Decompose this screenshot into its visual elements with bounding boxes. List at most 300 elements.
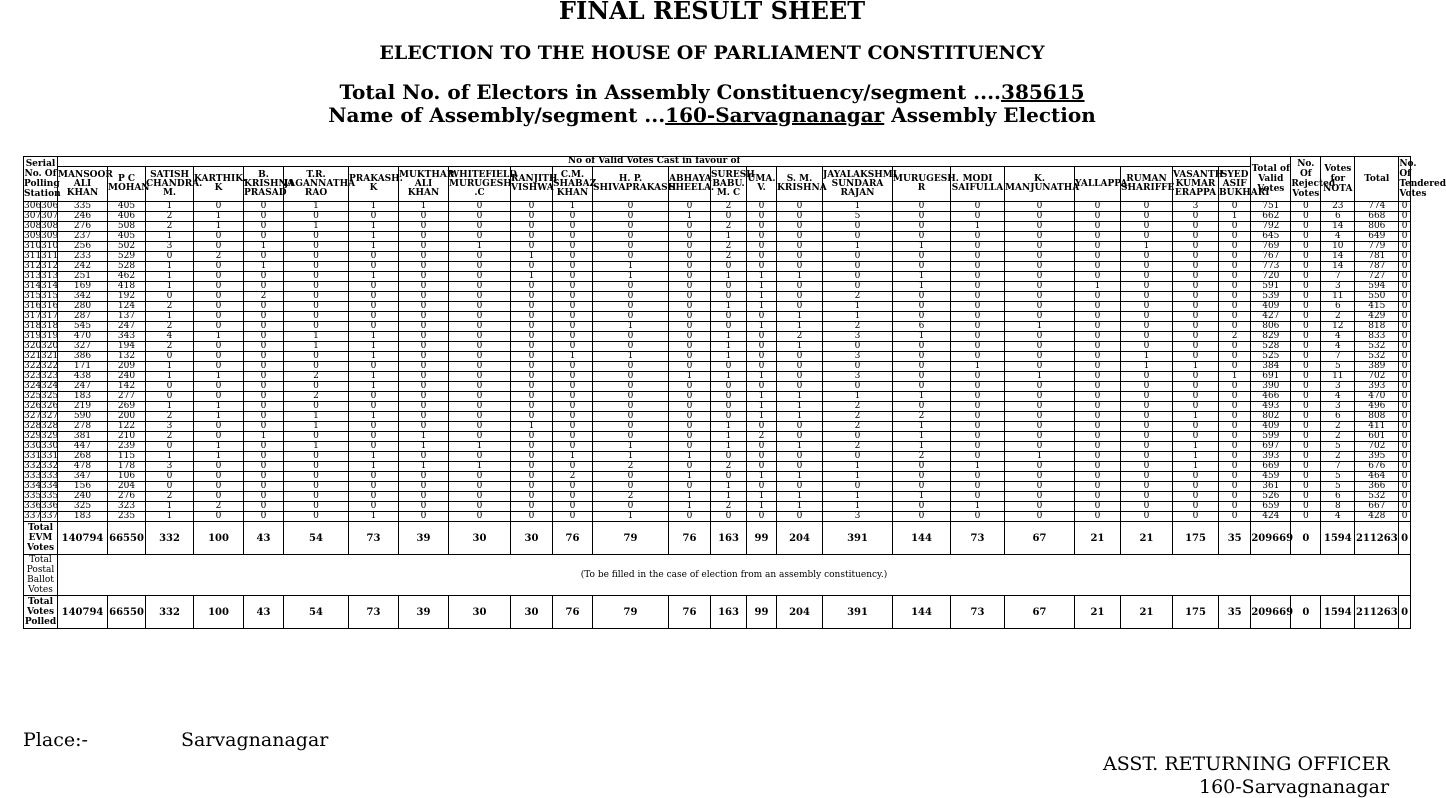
electors-label: Total No. of Electors in Assembly Constituency/segment .... <box>339 80 1002 104</box>
vote-cell: 0 <box>511 392 553 402</box>
total-polled-cell: 332 <box>146 596 194 629</box>
vote-cell: 0 <box>669 352 711 362</box>
vote-cell: 4 <box>146 332 194 342</box>
vote-cell: 1 <box>593 352 669 362</box>
total-evm-cell: 163 <box>711 522 747 555</box>
vote-cell: 0 <box>449 352 511 362</box>
table-row <box>24 352 1411 362</box>
vote-cell: 0 <box>553 382 593 392</box>
vote-cell: 0 <box>349 322 399 332</box>
polling-station-no: 331 <box>41 451 59 461</box>
vote-cell: 1 <box>593 272 669 282</box>
vote-cell: 395 <box>1355 452 1399 462</box>
vote-cell: 0 <box>951 392 1005 402</box>
polling-station-no: 314 <box>41 281 59 291</box>
vote-cell: 1 <box>284 412 349 422</box>
vote-cell: 0 <box>1291 262 1321 272</box>
vote-cell: 14 <box>1321 262 1355 272</box>
polling-station-no: 327 <box>41 411 59 421</box>
table-row <box>24 312 1411 322</box>
vote-cell: 0 <box>244 452 284 462</box>
vote-cell: 0 <box>553 302 593 312</box>
vote-cell: 210 <box>108 432 146 442</box>
vote-cell: 0 <box>1399 302 1411 312</box>
total-evm-cell: 1594 <box>1321 522 1355 555</box>
polling-station-no: 318 <box>41 321 59 331</box>
vote-cell: 0 <box>669 322 711 332</box>
vote-cell: 381 <box>58 432 108 442</box>
vote-cell: 0 <box>711 382 747 392</box>
vote-cell: 5 <box>1321 362 1355 372</box>
vote-cell: 1 <box>1173 442 1219 452</box>
vote-cell: 0 <box>1219 482 1251 492</box>
vote-cell: 247 <box>58 382 108 392</box>
vote-cell: 0 <box>1219 202 1251 212</box>
vote-cell: 0 <box>553 342 593 352</box>
vote-cell: 0 <box>284 382 349 392</box>
serial-no: 314 <box>24 281 42 291</box>
vote-cell: 0 <box>1005 252 1075 262</box>
vote-cell: 0 <box>511 442 553 452</box>
vote-cell: 2 <box>777 332 823 342</box>
vote-cell: 0 <box>194 392 244 402</box>
vote-cell: 0 <box>823 262 893 272</box>
vote-cell: 0 <box>1121 382 1173 392</box>
vote-cell: 1 <box>823 302 893 312</box>
candidate-header: P C MOHAN <box>108 167 146 202</box>
total-evm-cell: 175 <box>1173 522 1219 555</box>
vote-cell: 0 <box>399 312 449 322</box>
candidate-header: ABHAYA SHEELA. <box>669 167 711 202</box>
vote-cell: 0 <box>777 262 823 272</box>
vote-cell: 0 <box>1075 422 1121 432</box>
serial-no: 330 <box>24 441 42 451</box>
vote-cell: 0 <box>244 282 284 292</box>
vote-cell: 0 <box>593 472 669 482</box>
vote-cell: 2 <box>823 442 893 452</box>
vote-cell: 0 <box>553 492 593 502</box>
vote-cell: 124 <box>108 302 146 312</box>
vote-cell: 0 <box>553 432 593 442</box>
vote-cell: 0 <box>1399 512 1411 522</box>
vote-cell: 0 <box>553 332 593 342</box>
total-evm-cell: 0 <box>1399 522 1411 555</box>
vote-cell: 1 <box>349 242 399 252</box>
vote-cell: 0 <box>951 202 1005 212</box>
vote-cell: 0 <box>893 212 951 222</box>
vote-cell: 0 <box>399 332 449 342</box>
table-row <box>24 482 1411 492</box>
vote-cell: 2 <box>146 302 194 312</box>
total-polled-cell: 1594 <box>1321 596 1355 629</box>
vote-cell: 5 <box>823 212 893 222</box>
vote-cell: 0 <box>823 222 893 232</box>
serial-no: 324 <box>24 381 42 391</box>
total-polled-cell: 100 <box>194 596 244 629</box>
total-evm-cell: 67 <box>1005 522 1075 555</box>
table-row <box>24 422 1411 432</box>
vote-cell: 1 <box>823 312 893 322</box>
vote-cell: 0 <box>511 402 553 412</box>
vote-cell: 0 <box>511 362 553 372</box>
polling-station-no: 330 <box>41 441 59 451</box>
vote-cell: 0 <box>553 512 593 522</box>
vote-cell: 0 <box>349 402 399 412</box>
vote-cell: 0 <box>284 502 349 512</box>
vote-cell: 115 <box>108 452 146 462</box>
vote-cell: 532 <box>1355 492 1399 502</box>
vote-cell: 702 <box>1355 442 1399 452</box>
vote-cell: 0 <box>1219 292 1251 302</box>
vote-cell: 0 <box>669 202 711 212</box>
vote-cell: 1 <box>284 442 349 452</box>
vote-cell: 418 <box>108 282 146 292</box>
vote-cell: 240 <box>58 492 108 502</box>
vote-cell: 1 <box>777 402 823 412</box>
vote-cell: 0 <box>1005 432 1075 442</box>
vote-cell: 1 <box>349 462 399 472</box>
vote-cell: 1 <box>349 222 399 232</box>
vote-cell: 0 <box>244 482 284 492</box>
vote-cell: 0 <box>593 252 669 262</box>
vote-cell: 0 <box>951 342 1005 352</box>
vote-cell: 833 <box>1355 332 1399 342</box>
vote-cell: 0 <box>349 472 399 482</box>
vote-cell: 0 <box>146 352 194 362</box>
vote-cell: 0 <box>1121 212 1173 222</box>
vote-cell: 0 <box>399 222 449 232</box>
vote-cell: 0 <box>823 482 893 492</box>
vote-cell: 525 <box>1251 352 1291 362</box>
vote-cell: 1 <box>823 462 893 472</box>
vote-cell: 0 <box>244 342 284 352</box>
vote-cell: 0 <box>711 262 747 272</box>
vote-cell: 5 <box>1321 472 1355 482</box>
vote-cell: 8 <box>1321 502 1355 512</box>
vote-cell: 0 <box>399 372 449 382</box>
vote-cell: 0 <box>449 232 511 242</box>
vote-cell: 1 <box>823 392 893 402</box>
total-evm-cell: 73 <box>349 522 399 555</box>
vote-cell: 1 <box>449 242 511 252</box>
vote-cell: 0 <box>349 392 399 402</box>
vote-cell: 0 <box>1121 202 1173 212</box>
vote-cell: 0 <box>553 412 593 422</box>
vote-cell: 2 <box>146 432 194 442</box>
segment-value: 160-Sarvagnanagar <box>665 103 885 127</box>
serial-no: 333 <box>24 471 42 481</box>
vote-cell: 0 <box>893 342 951 352</box>
vote-cell: 0 <box>893 352 951 362</box>
vote-cell: 0 <box>1075 462 1121 472</box>
vote-cell: 0 <box>669 312 711 322</box>
vote-cell: 0 <box>511 382 553 392</box>
table-row <box>24 472 1411 482</box>
vote-cell: 0 <box>399 342 449 352</box>
vote-cell: 209 <box>108 362 146 372</box>
vote-cell: 0 <box>1005 352 1075 362</box>
vote-cell: 0 <box>244 312 284 322</box>
vote-cell: 0 <box>399 362 449 372</box>
vote-cell: 1 <box>194 212 244 222</box>
vote-cell: 0 <box>1219 452 1251 462</box>
total-evm-cell: 204 <box>777 522 823 555</box>
vote-cell: 0 <box>511 292 553 302</box>
vote-cell: 0 <box>1219 262 1251 272</box>
vote-cell: 0 <box>1075 502 1121 512</box>
vote-cell: 1 <box>777 272 823 282</box>
total-polled-cell: 30 <box>449 596 511 629</box>
vote-cell: 1 <box>1173 462 1219 472</box>
vote-cell: 532 <box>1355 352 1399 362</box>
vote-cell: 0 <box>194 292 244 302</box>
vote-cell: 662 <box>1251 212 1291 222</box>
vote-cell: 0 <box>1005 332 1075 342</box>
vote-cell: 1 <box>349 332 399 342</box>
polling-station-no: 321 <box>41 351 59 361</box>
total-polled-cell: 391 <box>823 596 893 629</box>
total-polled-label: Total Votes Polled <box>24 597 57 627</box>
vote-cell: 1 <box>146 312 194 322</box>
table-row <box>24 292 1411 302</box>
vote-cell: 0 <box>1399 232 1411 242</box>
vote-cell: 0 <box>951 472 1005 482</box>
vote-cell: 1 <box>194 402 244 412</box>
vote-cell: 0 <box>823 282 893 292</box>
vote-cell: 0 <box>1173 472 1219 482</box>
vote-cell: 1 <box>747 282 777 292</box>
vote-cell: 0 <box>449 452 511 462</box>
polling-station-no: 332 <box>41 461 59 471</box>
total-evm-cell: 39 <box>399 522 449 555</box>
vote-cell: 0 <box>747 242 777 252</box>
vote-cell: 0 <box>1291 452 1321 462</box>
vote-cell: 0 <box>449 332 511 342</box>
serial-no: 322 <box>24 361 42 371</box>
vote-cell: 0 <box>194 432 244 442</box>
result-table <box>23 156 1446 629</box>
vote-cell: 493 <box>1251 402 1291 412</box>
vote-cell: 0 <box>669 252 711 262</box>
vote-cell: 0 <box>1005 242 1075 252</box>
vote-cell: 0 <box>511 302 553 312</box>
vote-cell: 405 <box>108 202 146 212</box>
vote-cell: 0 <box>1399 292 1411 302</box>
vote-cell: 0 <box>1075 392 1121 402</box>
serial-no: 328 <box>24 421 42 431</box>
vote-cell: 0 <box>349 482 399 492</box>
vote-cell: 1 <box>711 232 747 242</box>
vote-cell: 0 <box>284 292 349 302</box>
vote-cell: 405 <box>108 232 146 242</box>
vote-cell: 1 <box>244 432 284 442</box>
place-value: Sarvagnanagar <box>181 729 329 751</box>
vote-cell: 0 <box>669 412 711 422</box>
vote-cell: 0 <box>669 342 711 352</box>
vote-cell: 0 <box>777 362 823 372</box>
serial-no: 332 <box>24 461 42 471</box>
vote-cell: 0 <box>284 322 349 332</box>
vote-cell: 0 <box>1121 442 1173 452</box>
vote-cell: 0 <box>244 212 284 222</box>
total-evm-cell: 35 <box>1219 522 1251 555</box>
vote-cell: 0 <box>511 432 553 442</box>
vote-cell: 0 <box>747 342 777 352</box>
vote-cell: 0 <box>553 232 593 242</box>
vote-cell: 0 <box>777 372 823 382</box>
vote-cell: 1 <box>1121 242 1173 252</box>
vote-cell: 0 <box>553 212 593 222</box>
vote-cell: 779 <box>1355 242 1399 252</box>
vote-cell: 2 <box>1321 422 1355 432</box>
vote-cell: 0 <box>399 382 449 392</box>
vote-cell: 6 <box>1321 212 1355 222</box>
vote-cell: 0 <box>747 332 777 342</box>
vote-cell: 0 <box>777 302 823 312</box>
vote-cell: 0 <box>1121 392 1173 402</box>
vote-cell: 0 <box>1005 512 1075 522</box>
vote-cell: 0 <box>823 272 893 282</box>
vote-cell: 0 <box>593 202 669 212</box>
total-polled-cell: 0 <box>1291 596 1321 629</box>
vote-cell: 1 <box>1005 322 1075 332</box>
vote-cell: 0 <box>449 342 511 352</box>
vote-cell: 1 <box>893 422 951 432</box>
vote-cell: 459 <box>1251 472 1291 482</box>
vote-cell: 0 <box>1399 332 1411 342</box>
vote-cell: 0 <box>244 512 284 522</box>
vote-cell: 1 <box>747 502 777 512</box>
vote-cell: 0 <box>593 302 669 312</box>
vote-cell: 0 <box>553 502 593 512</box>
vote-cell: 0 <box>1399 482 1411 492</box>
vote-cell: 0 <box>711 512 747 522</box>
table-row <box>24 232 1411 242</box>
vote-cell: 280 <box>58 302 108 312</box>
vote-cell: 1 <box>244 242 284 252</box>
vote-cell: 702 <box>1355 372 1399 382</box>
vote-cell: 0 <box>244 382 284 392</box>
total-polled-cell: 0 <box>1399 596 1411 629</box>
vote-cell: 0 <box>511 492 553 502</box>
vote-cell: 697 <box>1251 442 1291 452</box>
vote-cell: 142 <box>108 382 146 392</box>
vote-cell: 649 <box>1355 232 1399 242</box>
total-evm-cell: 211263 <box>1355 522 1399 555</box>
vote-cell: 0 <box>823 362 893 372</box>
vote-cell: 0 <box>951 242 1005 252</box>
vote-cell: 0 <box>777 512 823 522</box>
vote-cell: 1 <box>399 432 449 442</box>
total-polled-cell: 73 <box>951 596 1005 629</box>
vote-cell: 0 <box>777 482 823 492</box>
vote-cell: 11 <box>1321 372 1355 382</box>
vote-cell: 0 <box>1291 352 1321 362</box>
vote-cell: 0 <box>1005 472 1075 482</box>
vote-cell: 1 <box>284 202 349 212</box>
vote-cell: 0 <box>146 392 194 402</box>
vote-cell: 323 <box>108 502 146 512</box>
vote-cell: 0 <box>1075 292 1121 302</box>
vote-cell: 545 <box>58 322 108 332</box>
vote-cell: 0 <box>1399 362 1411 372</box>
vote-cell: 1 <box>893 332 951 342</box>
vote-cell: 0 <box>1399 422 1411 432</box>
vote-cell: 0 <box>284 462 349 472</box>
vote-cell: 0 <box>449 252 511 262</box>
vote-cell: 0 <box>1291 462 1321 472</box>
vote-cell: 0 <box>1075 352 1121 362</box>
vote-cell: 0 <box>669 222 711 232</box>
vote-cell: 7 <box>1321 462 1355 472</box>
vote-cell: 0 <box>1121 322 1173 332</box>
vote-cell: 0 <box>593 392 669 402</box>
vote-cell: 0 <box>284 452 349 462</box>
vote-cell: 1 <box>1173 412 1219 422</box>
vote-cell: 0 <box>669 292 711 302</box>
vote-cell: 1 <box>349 272 399 282</box>
vote-cell: 0 <box>194 242 244 252</box>
vote-cell: 0 <box>1075 452 1121 462</box>
polling-station-no: 324 <box>41 381 59 391</box>
vote-cell: 1 <box>349 382 399 392</box>
vote-cell: 0 <box>1075 492 1121 502</box>
vote-cell: 1 <box>669 502 711 512</box>
vote-cell: 0 <box>1291 372 1321 382</box>
vote-cell: 406 <box>108 212 146 222</box>
vote-cell: 0 <box>669 482 711 492</box>
vote-cell: 2 <box>146 412 194 422</box>
serial-no: 323 <box>24 371 42 381</box>
vote-cell: 0 <box>1005 262 1075 272</box>
vote-cell: 0 <box>1219 382 1251 392</box>
vote-cell: 1 <box>349 512 399 522</box>
candidate-header: KARTHIK. K <box>194 167 244 202</box>
vote-cell: 0 <box>1173 302 1219 312</box>
vote-cell: 2 <box>823 422 893 432</box>
vote-cell: 0 <box>511 502 553 512</box>
vote-cell: 1 <box>893 392 951 402</box>
polling-station-no: 334 <box>41 481 59 491</box>
vote-cell: 1 <box>1121 362 1173 372</box>
vote-cell: 0 <box>1219 312 1251 322</box>
vote-cell: 691 <box>1251 372 1291 382</box>
serial-no: 336 <box>24 501 42 511</box>
vote-cell: 0 <box>511 242 553 252</box>
vote-cell: 276 <box>58 222 108 232</box>
electors-line <box>0 80 1424 104</box>
vote-cell: 2 <box>823 412 893 422</box>
vote-cell: 393 <box>1355 382 1399 392</box>
vote-cell: 2 <box>711 462 747 472</box>
vote-cell: 2 <box>711 502 747 512</box>
vote-cell: 0 <box>1005 282 1075 292</box>
vote-cell: 2 <box>711 252 747 262</box>
polling-station-no: 311 <box>41 251 59 261</box>
vote-cell: 0 <box>1219 472 1251 482</box>
vote-cell: 601 <box>1355 432 1399 442</box>
vote-cell: 0 <box>593 482 669 492</box>
vote-cell: 1 <box>553 202 593 212</box>
vote-cell: 0 <box>1121 272 1173 282</box>
candidate-header: MANSOOR ALI KHAN <box>58 167 108 202</box>
polling-station-no: 337 <box>41 511 59 521</box>
vote-cell: 0 <box>244 492 284 502</box>
vote-cell: 1 <box>284 422 349 432</box>
total-evm-cell: 21 <box>1075 522 1121 555</box>
vote-cell: 0 <box>777 202 823 212</box>
vote-cell: 0 <box>593 372 669 382</box>
